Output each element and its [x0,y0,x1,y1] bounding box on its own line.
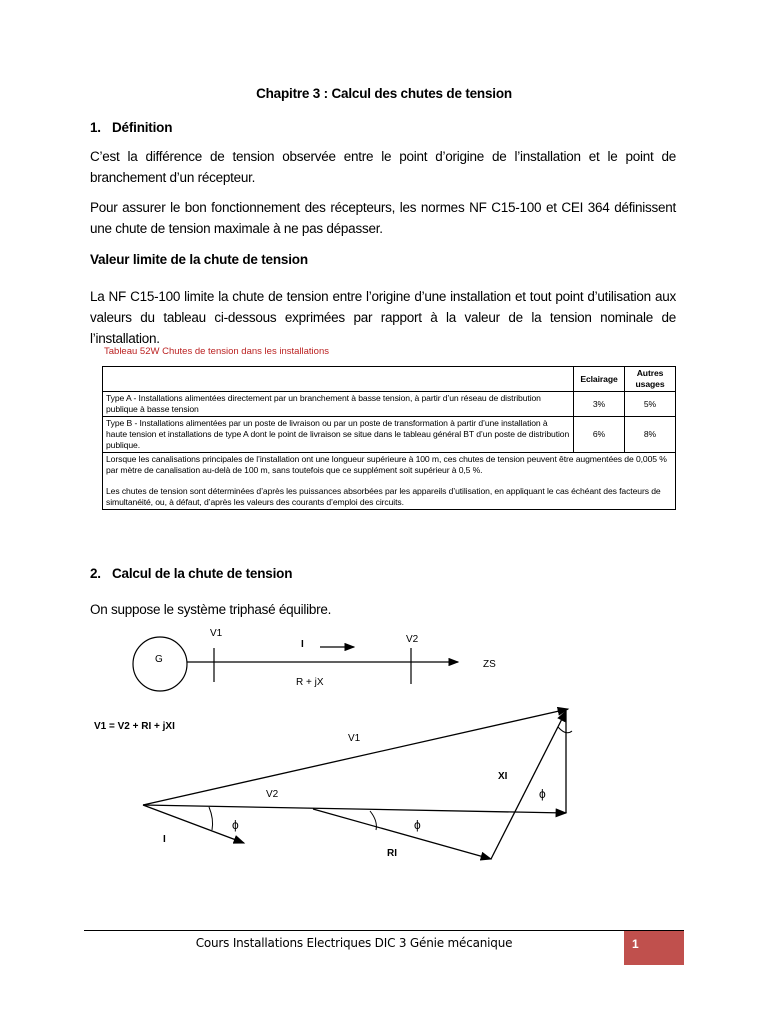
section-number: 1. [90,120,101,135]
table-caption: Tableau 52W Chutes de tension dans les installations [104,346,329,357]
paragraph-definition: C’est la différence de tension observée entre le point d’origine de l’installation et le point de branchement d’un récepteur. [90,149,676,185]
ri-label: RI [387,848,397,859]
generator-label: G [155,654,163,665]
v1-label: V1 [210,628,223,639]
section-number: 2. [90,566,101,581]
header-eclairage: Eclairage [574,367,625,392]
cell-eclairage-a: 3% [574,392,625,417]
cell-autres-b: 8% [625,417,676,453]
row-label-type-a: Type A - Installations alimentées directement par un branchement à basse tension, à partir d’un réseau de distribution publique à basse tension [103,392,574,417]
section-title: Définition [112,120,173,135]
page-number-badge [624,931,684,965]
row-label-type-b: Type B - Installations alimentées par un poste de livraison ou par un poste de transformation à partir d’une installation à haute tension et installations de type A dont le point de livraison se situe dans le tableau général BT d’un poste de distribution publique. [103,417,574,453]
phasor-equation: V1 = V2 + RI + jXI [94,721,175,732]
impedance-label: R + jX [296,677,324,688]
subheading-limit: Valeur limite de la chute de tension [90,252,308,267]
load-label: ZS [483,659,496,670]
xi-label: XI [498,771,508,782]
footer-course-title: Cours Installations Electriques DIC 3 Génie mécanique [195,936,513,950]
phi-label-3: ϕ [539,787,546,801]
header-autres-usages: Autres usages [625,367,676,392]
current-label: I [301,639,304,650]
phasor-diagram [94,709,572,859]
line-circuit-diagram [133,628,496,691]
cell-eclairage-b: 6% [574,417,625,453]
v2-label: V2 [406,634,419,645]
v2-phasor [143,805,566,813]
chapter-title: Chapitre 3 : Calcul des chutes de tension [256,86,512,101]
phi-label-2: ϕ [414,818,421,832]
paragraph-nf-c15-100: La NF C15-100 limite la chute de tension entre l’origine d’une installation et tout point d’utilisation aux valeurs du tableau ci-dessous exprimées par rapport à la valeur de la tension nominale de l’installation. [90,289,676,346]
table-note-power: Les chutes de tension sont déterminées d’après les puissances absorbées par les appareils d’utilisation, en appliquant le cas échéant des facteurs de simultanéité, ou, à défaut, d’après les valeurs des courants d’emploi des circuits. [106,486,661,507]
cell-autres-a: 5% [625,392,676,417]
phi-arc-1 [209,807,213,830]
table-note-length: Lorsque les canalisations principales de l’installation ont une longueur supérieure à 100 m, ces chutes de tension peuvent être augmentées de 0,005 % par mètre de canalisation au-delà de 100 m, sans toutefois que ce supplément soit supérieur à 0,5 %. [106,454,667,475]
phi-label-1: ϕ [232,818,239,832]
v1-phasor-label: V1 [348,733,361,744]
current-phasor-label: I [163,834,166,845]
v1-phasor [143,709,568,805]
paragraph-assumption: On suppose le système triphasé équilibre. [90,602,332,617]
phi-arc-3 [558,727,572,733]
paragraph-norms: Pour assurer le bon fonctionnement des récepteurs, les normes NF C15-100 et CEI 364 définissent une chute de tension maximale à ne pas dépasser. [90,200,676,236]
v2-phasor-label: V2 [266,789,279,800]
current-phasor [143,805,244,843]
xi-phasor [491,711,566,859]
page-number: 1 [632,937,639,951]
section-title: Calcul de la chute de tension [112,566,293,581]
ri-phasor [313,809,491,859]
footer-divider [84,930,684,931]
